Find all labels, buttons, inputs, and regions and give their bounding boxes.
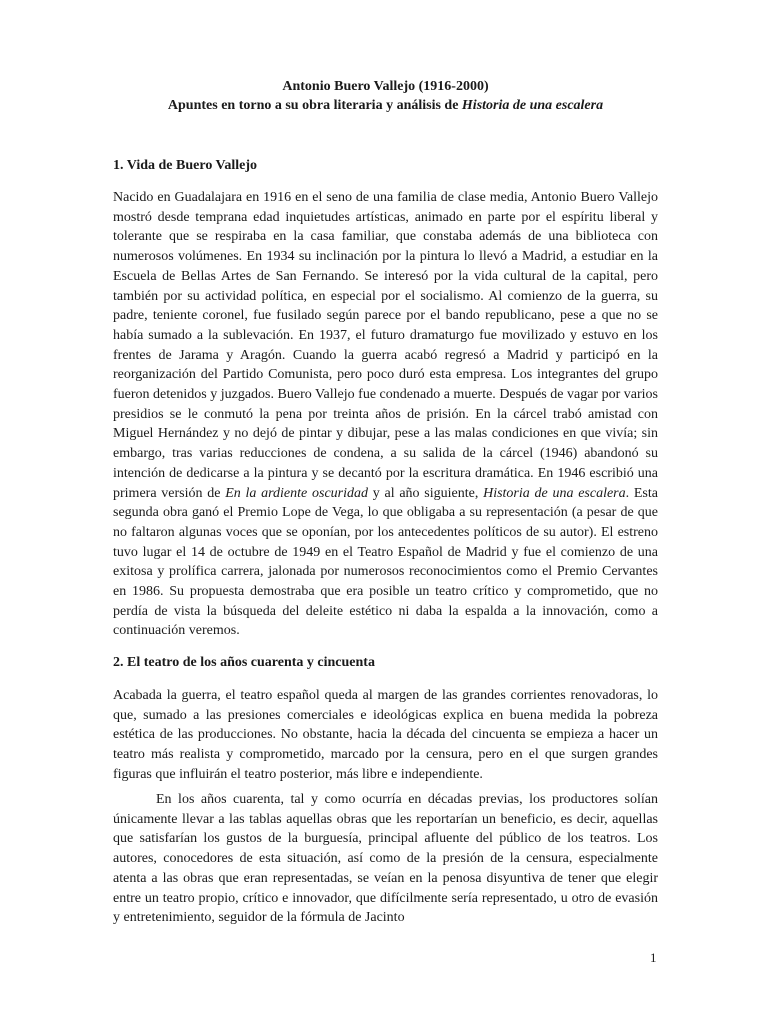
title-subtitle-line	[113, 96, 658, 115]
paragraph-vida	[113, 188, 658, 641]
document-title	[113, 77, 658, 115]
work-title-ardiente-oscuridad: En la ardiente oscuridad	[225, 485, 368, 501]
document-page	[113, 0, 658, 1024]
paragraph-vida-part1: Nacido en Guadalajara en 1916 en el seno de una familia de clase media, Antonio Buero Vallejo mostró desde temprana edad inquietudes artísticas, animado en parte por el espíritu liberal y tolerante que se respiraba en la casa familiar, que constaba además de una biblioteca con numerosos volúmenes. En 1934 su inclinación por la pintura lo llevó a Madrid, a estudiar en la Escuela de Bellas Artes de San Fernando. Se interesó por la vida cultural de la capital, pero también por su actividad política, en especial por el socialismo. Al comienzo de la guerra, su padre, teniente coronel, fue fusilado según parece por el bando republicano, pese a que no se había sumado a la sublevación. En 1937, el futuro dramaturgo fue movilizado y estuvo en los frentes de Jarama y Aragón. Cuando la guerra acabó regresó a Madrid y participó en la reorganización del Partido Comunista, pero poco duró esta empresa. Los integrantes del grupo fueron detenidos y juzgados. Buero Vallejo fue condenado a muerte. Después de vagar por varios presidios se le conmutó la pena por treinta años de prisión. En la cárcel trabó amistad con Miguel Hernández y no dejó de pintar y dibujar, pese a las malas condiciones en que vivía; sin embargo, tras varias reducciones de condena, a su salida de la cárcel (1946) abandonó su intención de dedicarse a la pintura y se decantó por la escritura dramática. En 1946 escribió una primera versión de	[113, 190, 658, 501]
subtitle-text: Apuntes en torno a su obra literaria y análisis de	[167, 98, 462, 113]
subtitle-work-title: Historia de una escalera	[461, 98, 604, 113]
section-heading-vida: 1. Vida de Buero Vallejo	[113, 158, 258, 173]
title-author-line: Antonio Buero Vallejo (1916-2000)	[282, 79, 489, 94]
page-number: 1	[650, 950, 657, 965]
work-title-historia-escalera: Historia de una escalera	[483, 485, 626, 501]
section-heading-teatro: 2. El teatro de los años cuarenta y cincuenta	[113, 655, 375, 670]
paragraph-vida-part3: . Esta segunda obra ganó el Premio Lope de Vega, lo que obligaba a su representación (a pesar de que no faltaron algunas voces que se oponían, por los antecedentes políticos de su autor). El estreno tuvo lugar el 14 de octubre de 1949 en el Teatro Español de Madrid y fue el comienzo de una exitosa y prolífica carrera, jalonada por numerosos reconocimientos como el Premio Cervantes en 1986. Su propuesta demostraba que era posible un teatro crítico y comprometido, que no perdía de vista la búsqueda del deleite estético ni daba la espalda a la innovación, como a continuación veremos.	[113, 485, 658, 639]
paragraph-teatro-cuarenta: En los años cuarenta, tal y como ocurría en décadas previas, los productores solían únicamente llevar a las tablas aquellas obras que les reportarían un beneficio, es decir, aquellas que satisfarían los gustos de la burguesía, principal afluente del público de los teatros. Los autores, conocedores de esta situación, así como de la presión de la censura, especialmente atenta a las obras que eran representadas, se veían en la penosa disyuntiva de tener que elegir entre un teatro propio, crítico e innovador, que difícilmente sería representado, u otro de evasión y entretenimiento, seguidor de la fórmula de Jacinto	[113, 792, 658, 926]
paragraph-teatro-intro: Acabada la guerra, el teatro español queda al margen de las grandes corrientes renovadoras, lo que, sumado a las presiones comerciales e ideológicas explica en buena medida la pobreza estética de las producciones. No obstante, hacia la década del cincuenta se empieza a hacer un teatro más realista y comprometido, marcado por la censura, pero en el que surgen grandes figuras que influirán el teatro posterior, más libre e independiente.	[113, 688, 658, 782]
paragraph-vida-part2: y al año siguiente,	[368, 485, 484, 501]
